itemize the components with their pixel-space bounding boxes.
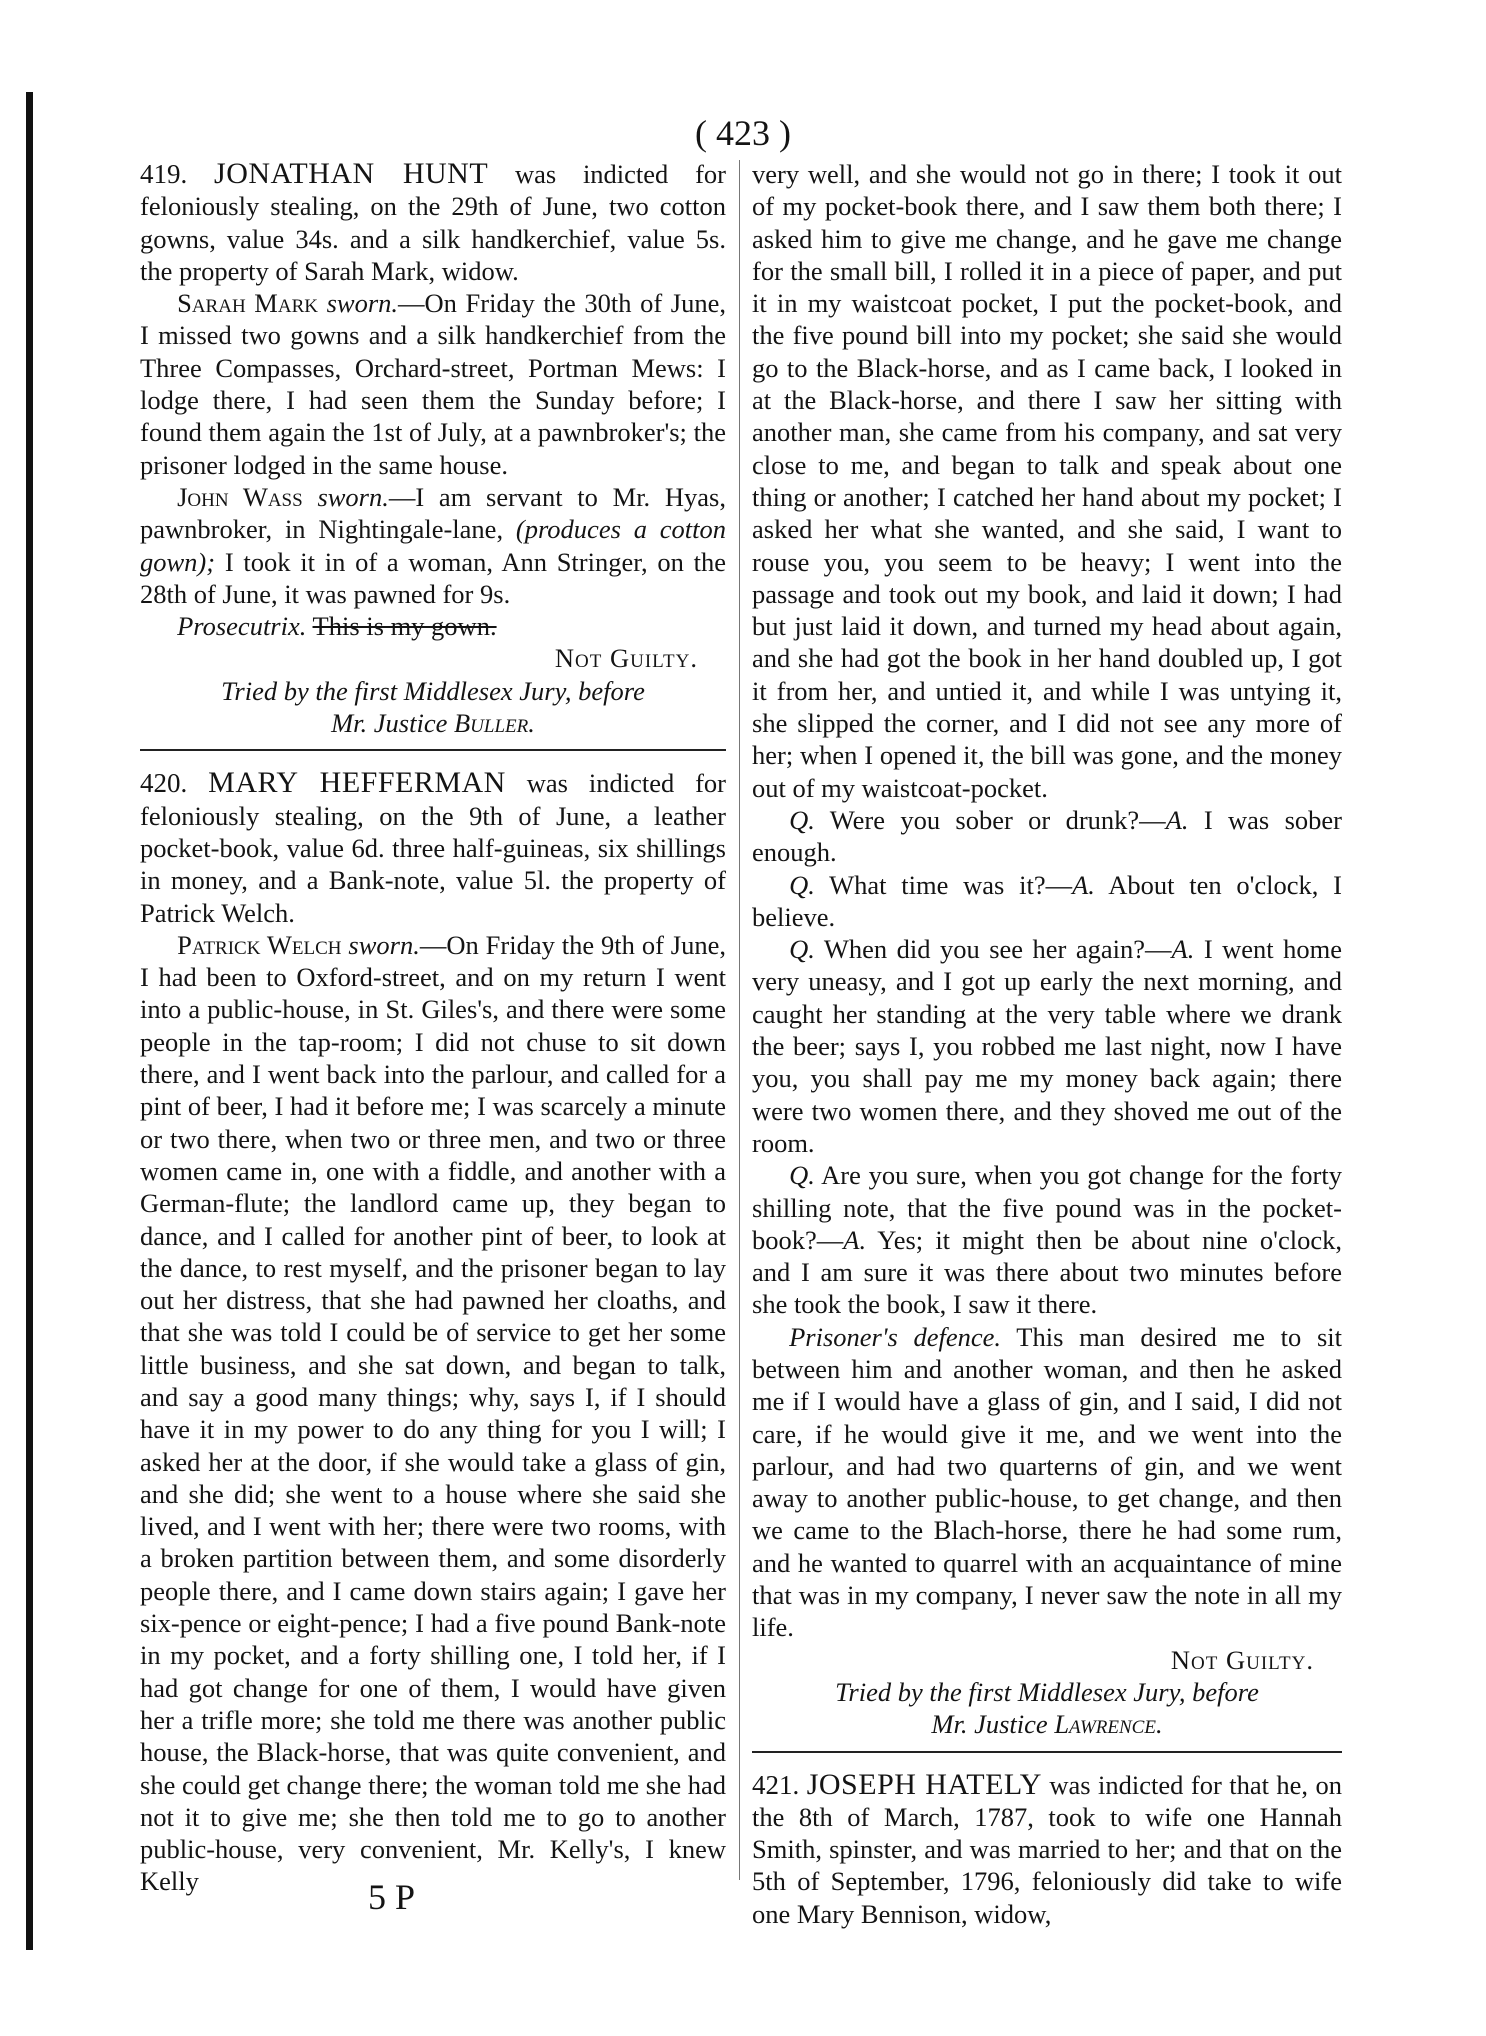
prosecutrix-label: Prosecutrix. [177,611,307,642]
page-number: ( 423 ) [695,113,791,153]
witness-name: Sarah Mark [177,288,318,319]
answer-text: Yes; it might then be about nine o'clock, and I am sure it was there about two minutes before she took the book, I saw it there. [752,1224,1342,1320]
left-column [140,158,726,1898]
judge-name: Buller. [454,708,535,739]
question-text: What time was it?— [829,869,1073,900]
prosecutrix-statement [140,610,726,642]
testimony-text: —On Friday the 9th of June, I had been to Oxford-street, and on my return I went into a public-house, in St. Giles's, and there were some people in the tap-room; I did not chuse to sit down there, and I went back into the parlour, and called for a pint of beer, I had it before me; I was scarcely a minute or two there, when two or three men, and two or three women came in, one with a fiddle, and another with a German-flute; the landlord came up, they began to dance, and I called for another pint of beer, to look at the dance, to rest myself, and the prisoner began to lay out her distress, that she had pawned her cloaths, and that she was told I could be of service to get her some little business, and she sat down, and began to talk, and say a good many things; why, says I, if I should have it in my power to do any thing for you I will; I asked her at the door, if she would take a glass of gin, and she did; she went to a house where she said she lived, and I went with her; there were two rooms, with a broken partition between them, and some disorderly people there, and I came down stairs again; I gave her six-pence or eight-pence; I had a five pound Bank-note in my pocket, and a forty shilling one, I told her, if I had got change for one of them, I would have given her a trifle more; she told me there was another public house, the Black-horse, that was quite convenient, and she could get change there; the woman told me she had not it to give me; she then told me to go to another public-house, very convenient, Mr. Kelly's, I knew Kelly [140,929,726,1897]
answer-text: About ten o'clock, I believe. [752,869,1342,932]
defendant-name: JOSEPH HATELY [806,1767,1042,1801]
prosecutrix-text: This is my gown. [312,611,497,642]
witness-testimony [140,929,726,1898]
witness-testimony [140,481,726,610]
answer-text: I went home very uneasy, and I got up early the next morning, and caught her standing at the very table where we drank the beer; says I, you robbed me last night, now I have you, you shall pay me my money back again; there were two women there, and they shoved me out of the room. [752,934,1342,1158]
verdict: Not Guilty. [1170,1644,1314,1675]
verdict: Not Guilty. [554,643,698,674]
case-421-indictment [752,1769,1342,1930]
defence-label: Prisoner's defence. [789,1321,1002,1352]
sworn-label: sworn. [317,481,389,512]
right-column [752,158,1342,1930]
case-419-indictment [140,158,726,287]
case-number: 419. [140,159,188,189]
judge-name: Lawrence. [1054,1709,1163,1740]
prisoner-defence [752,1321,1342,1644]
qa-exchange [752,869,1342,934]
judge-title: Mr. Justice [331,708,448,739]
column-divider [739,160,740,1880]
indictment-text: was indicted for feloniously stealing, on the 29th of June, two cotton gowns, value 34s. and a silk handkerchief, value 5s. the property of Sarah Mark, widow. [140,159,726,286]
judge-line [140,707,726,739]
testimony-text: —I am servant to Mr. Hyas, pawnbroker, in Nightingale-lane, [140,481,726,545]
testimony-text: —On Friday the 30th of June, I missed two gowns and a silk handkerchief from the Three Compasses, Orchard-street, Portman Mews: I lodge there, I had seen them the Sunday before; I found them again the 1st of July, at a pawnbroker's; the prisoner lodged in the same house. [140,288,726,480]
jury-line: Tried by the first Middlesex Jury, before [835,1676,1259,1707]
indictment-text: was indicted for feloniously stealing, on the 9th of June, a leather pocket-book, value 6d. three half-guineas, six shillings in money, and a Bank-note, value 5l. the property of Patrick Welch. [140,768,726,928]
case-420-indictment [140,767,726,928]
answer-label: A. [1165,804,1189,835]
answer-label: A. [1072,869,1095,900]
defendant-name: JONATHAN HUNT [214,157,489,190]
case-number: 420. [140,768,188,799]
case-separator [140,749,726,751]
judge-title: Mr. Justice [931,1709,1048,1740]
question-label: Q. [789,1160,815,1191]
answer-label: A. [1171,934,1195,965]
witness-name: Patrick Welch [177,929,342,960]
answer-text: I was sober enough. [752,804,1342,868]
question-text: When did you see her again?— [823,934,1172,965]
question-text: Were you sober or drunk?— [829,804,1166,835]
witness-name: John Wass [177,481,303,512]
question-text: Are you sure, when you got change for the forty shilling note, that the five pound was in the pocket-book?— [752,1160,1342,1255]
witness-testimony [140,287,726,481]
signature-mark: 5 P [368,1877,416,1917]
sworn-label: sworn. [326,288,399,319]
question-label: Q. [789,934,815,965]
question-label: Q. [789,804,815,835]
jury-line: Tried by the first Middlesex Jury, before [221,675,645,706]
question-label: Q. [789,869,815,900]
page-edge-rule [26,92,33,1950]
indictment-text: was indicted for that he, on the 8th of March, 1787, took to wife one Hannah Smith, spinster, and was married to her; and that on the 5th of September, 1796, feloniously did take to wife one Mary Bennison, widow, [752,1769,1343,1929]
case-separator [752,1751,1342,1753]
qa-exchange [752,804,1342,869]
judge-line [752,1708,1342,1740]
answer-label: A. [843,1224,867,1255]
sworn-label: sworn. [348,929,420,960]
qa-exchange [752,1159,1342,1320]
testimony-continuation: very well, and she would not go in there; I took it out of my pocket-book there, and I saw them both there; I asked him to give me change, and he gave me change for the small bill, I rolled it in a piece of paper, and put it in my waistcoat pocket, I put the pocket-book, and the five pound bill into my pocket; she said she would go to the Black-horse, and as I came back, I looked in at the Black-horse, and there I saw her sitting with another man, she came from his company, and sat very close to me, and began to talk and speak about one thing or another; I catched her hand about my pocket; I asked her what she wanted, and she said, I want to rouse you, you seem to be heavy; I went into the passage and took out my book, and laid it down; I had but just laid it down, and turned my head about again, and she had got the book in her hand doubled up, I got it from her, and untied it, and while I was untying it, she slipped the corner, and I did not see any more of her; when I opened it, the bill was gone, and the money out of my waistcoat-pocket. [752,159,1342,803]
case-number: 421. [752,1769,800,1800]
qa-exchange [752,933,1342,1159]
stage-direction: (produces a cotton gown); [140,514,727,577]
defence-text: This man desired me to sit between him and another woman, and then he asked me if I would have a glass of gin, and I said, I did not care, if he would give it me, and we went into the parlour, and had two quarterns of gin, and we went away to another public-house, to get change, and then we came to the Blach-horse, there he had some rum, and he wanted to quarrel with an acquaintance of mine that was in my company, I never saw the note in all my life. [752,1321,1342,1643]
testimony-text: I took it in of a woman, Ann Stringer, on the 28th of June, it was pawned for 9s. [140,546,726,609]
defendant-name: MARY HEFFERMAN [208,766,506,800]
